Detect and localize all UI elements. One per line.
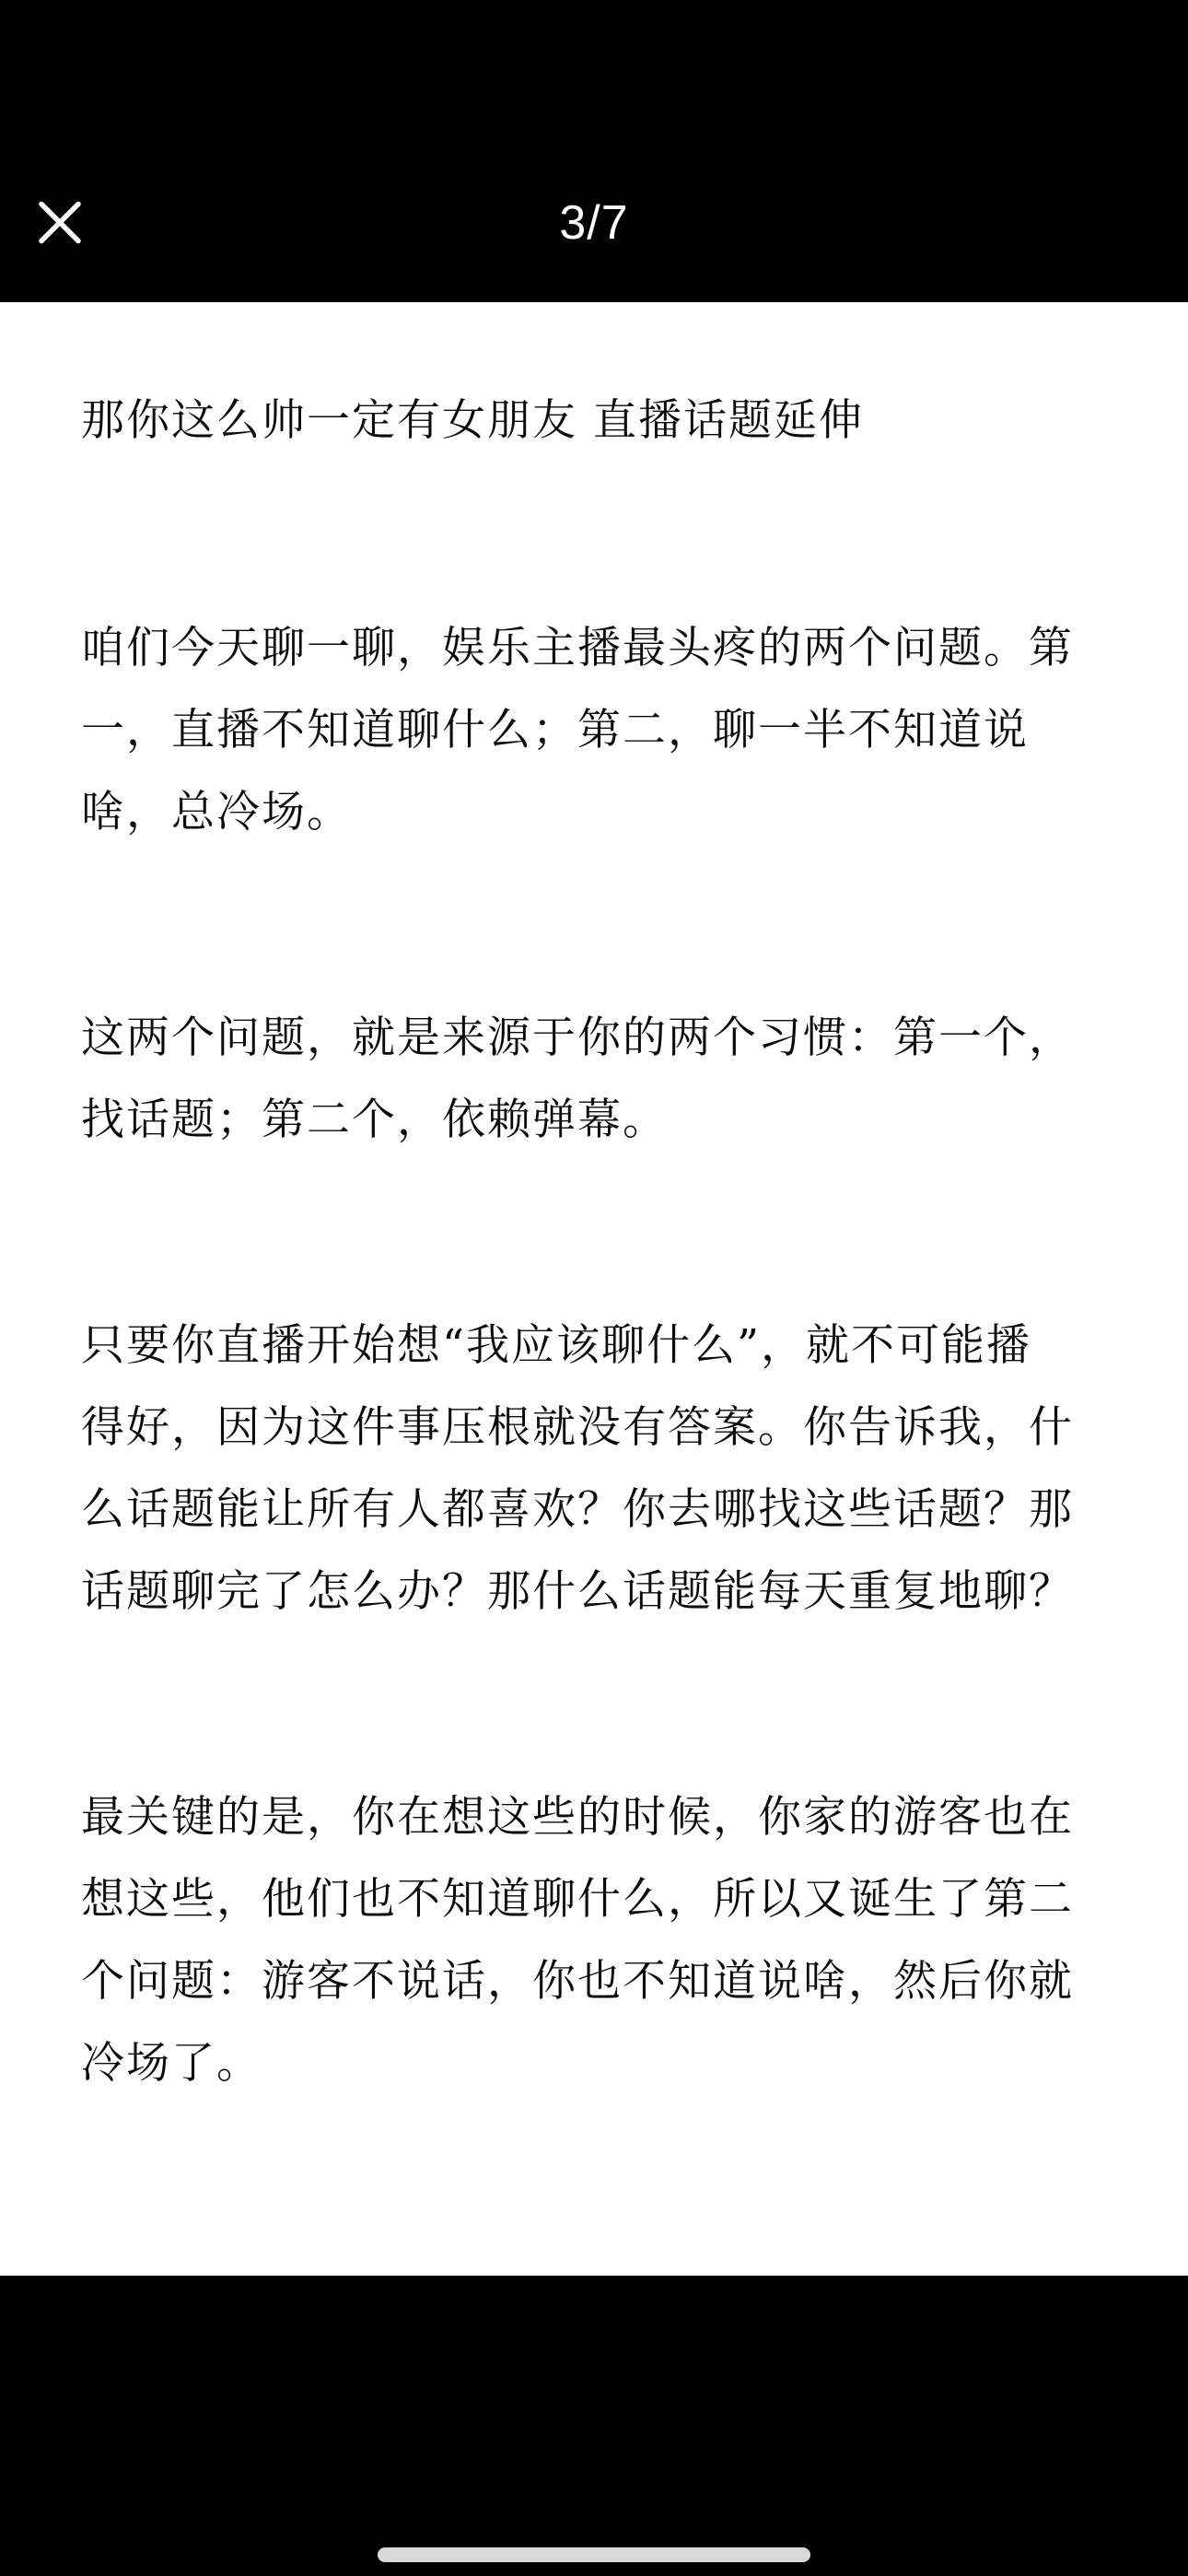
text-line: 咱们今天聊一聊，娱乐主播最头疼的两个问题。第 <box>81 623 1074 673</box>
viewer-footer <box>0 2276 1188 2576</box>
text-line: 话题聊完了怎么办？那什么话题能每天重复地聊？ <box>81 1566 1074 1617</box>
text-line: 只要你直播开始想“我应该聊什么”，就不可能播 <box>81 1320 1032 1371</box>
text-line: 最关键的是，你在想这些的时候，你家的游客也在 <box>81 1792 1074 1843</box>
text-line: 啥，总冷场。 <box>81 787 352 837</box>
page-indicator: 3/7 <box>559 196 629 250</box>
text-line: 这两个问题，就是来源于你的两个习惯：第一个， <box>81 1013 1074 1063</box>
text-line: 么话题能让所有人都喜欢？你去哪找这些话题？那 <box>81 1484 1074 1535</box>
viewer-header <box>0 0 1188 302</box>
text-line: 一，直播不知道聊什么；第二，聊一半不知道说 <box>81 705 1029 755</box>
text-line: 想这些，他们也不知道聊什么，所以又诞生了第二 <box>81 1874 1074 1925</box>
text-line: 个问题：游客不说话，你也不知道说啥，然后你就 <box>81 1956 1074 2007</box>
text-line: 找话题；第二个，依赖弹幕。 <box>81 1095 668 1145</box>
document-page[interactable] <box>0 302 1188 2276</box>
paragraph <box>81 607 1107 853</box>
text-line: 得好，因为这件事压根就没有答案。你告诉我，什 <box>81 1402 1074 1453</box>
home-indicator[interactable] <box>378 2547 810 2562</box>
paragraph <box>81 1305 1107 1633</box>
document-title: 那你这么帅一定有女朋友 直播话题延伸 <box>81 395 864 446</box>
text-line: 冷场了。 <box>81 2038 262 2089</box>
paragraphs-container <box>81 607 1107 2104</box>
paragraph <box>81 1776 1107 2104</box>
paragraph <box>81 997 1107 1161</box>
